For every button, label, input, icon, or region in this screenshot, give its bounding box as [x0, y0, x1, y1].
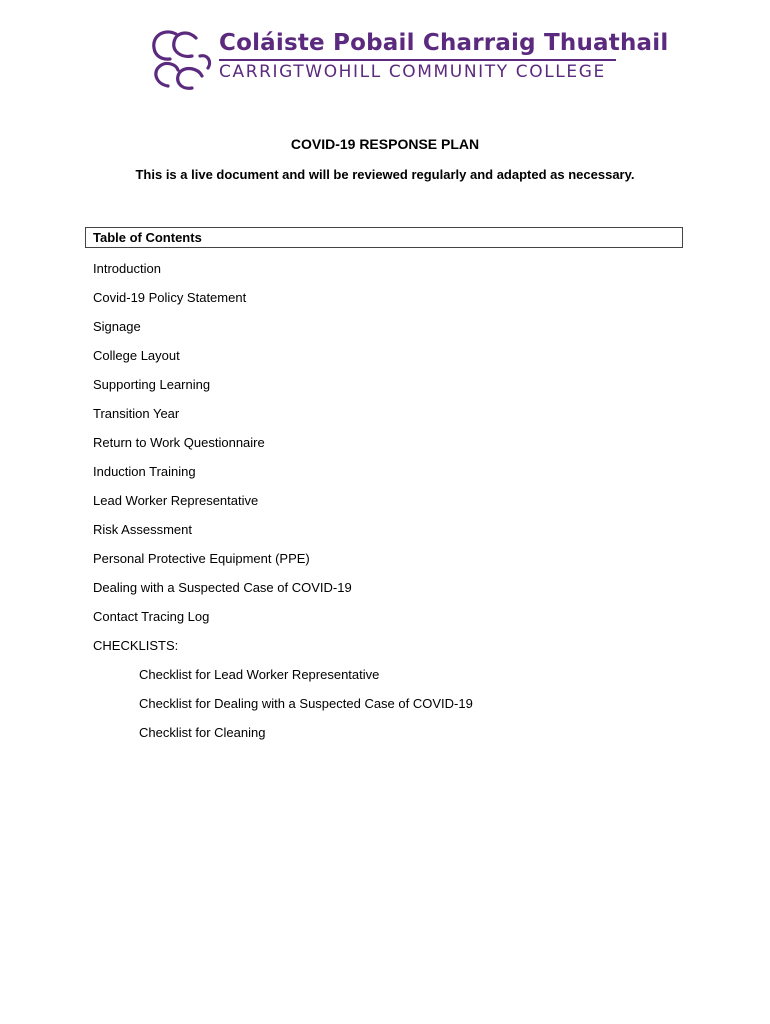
toc-entry[interactable]: Risk Assessment [93, 522, 192, 537]
document-title: COVID-19 RESPONSE PLAN [290, 136, 480, 152]
college-header [146, 26, 669, 92]
toc-entry[interactable]: Dealing with a Suspected Case of COVID-19 [93, 580, 352, 595]
toc-entry[interactable]: Covid-19 Policy Statement [93, 290, 247, 305]
toc-entry[interactable]: Lead Worker Representative [93, 493, 259, 508]
toc-entry[interactable]: Signage [93, 319, 141, 334]
toc-entry[interactable]: Personal Protective Equipment (PPE) [93, 551, 310, 566]
college-logo-icon [146, 26, 218, 92]
toc-entry[interactable]: Contact Tracing Log [93, 609, 210, 624]
toc-entry[interactable]: CHECKLISTS: [93, 638, 179, 653]
toc-entry[interactable]: Introduction [93, 261, 161, 276]
logo-divider [219, 59, 616, 61]
document-subtitle: This is a live document and will be reviewed regularly and adapted as necessary. [135, 167, 635, 182]
toc-heading: Table of Contents [85, 227, 683, 248]
college-name-english: CARRIGTWOHILL COMMUNITY COLLEGE [219, 62, 606, 82]
toc-entry[interactable]: Checklist for Cleaning [139, 725, 266, 740]
toc-entry[interactable]: Supporting Learning [93, 377, 211, 392]
toc-entry[interactable]: Induction Training [93, 464, 196, 479]
toc-entry[interactable]: Checklist for Dealing with a Suspected Case of COVID-19 [139, 696, 473, 711]
toc-entry[interactable]: Return to Work Questionnaire [93, 435, 265, 450]
toc-list [93, 260, 653, 753]
toc-entry[interactable]: College Layout [93, 348, 180, 363]
college-name-irish: Coláiste Pobail Charraig Thuathail [219, 30, 669, 56]
toc-entry[interactable]: Transition Year [93, 406, 180, 421]
toc-entry[interactable]: Checklist for Lead Worker Representative [139, 667, 380, 682]
